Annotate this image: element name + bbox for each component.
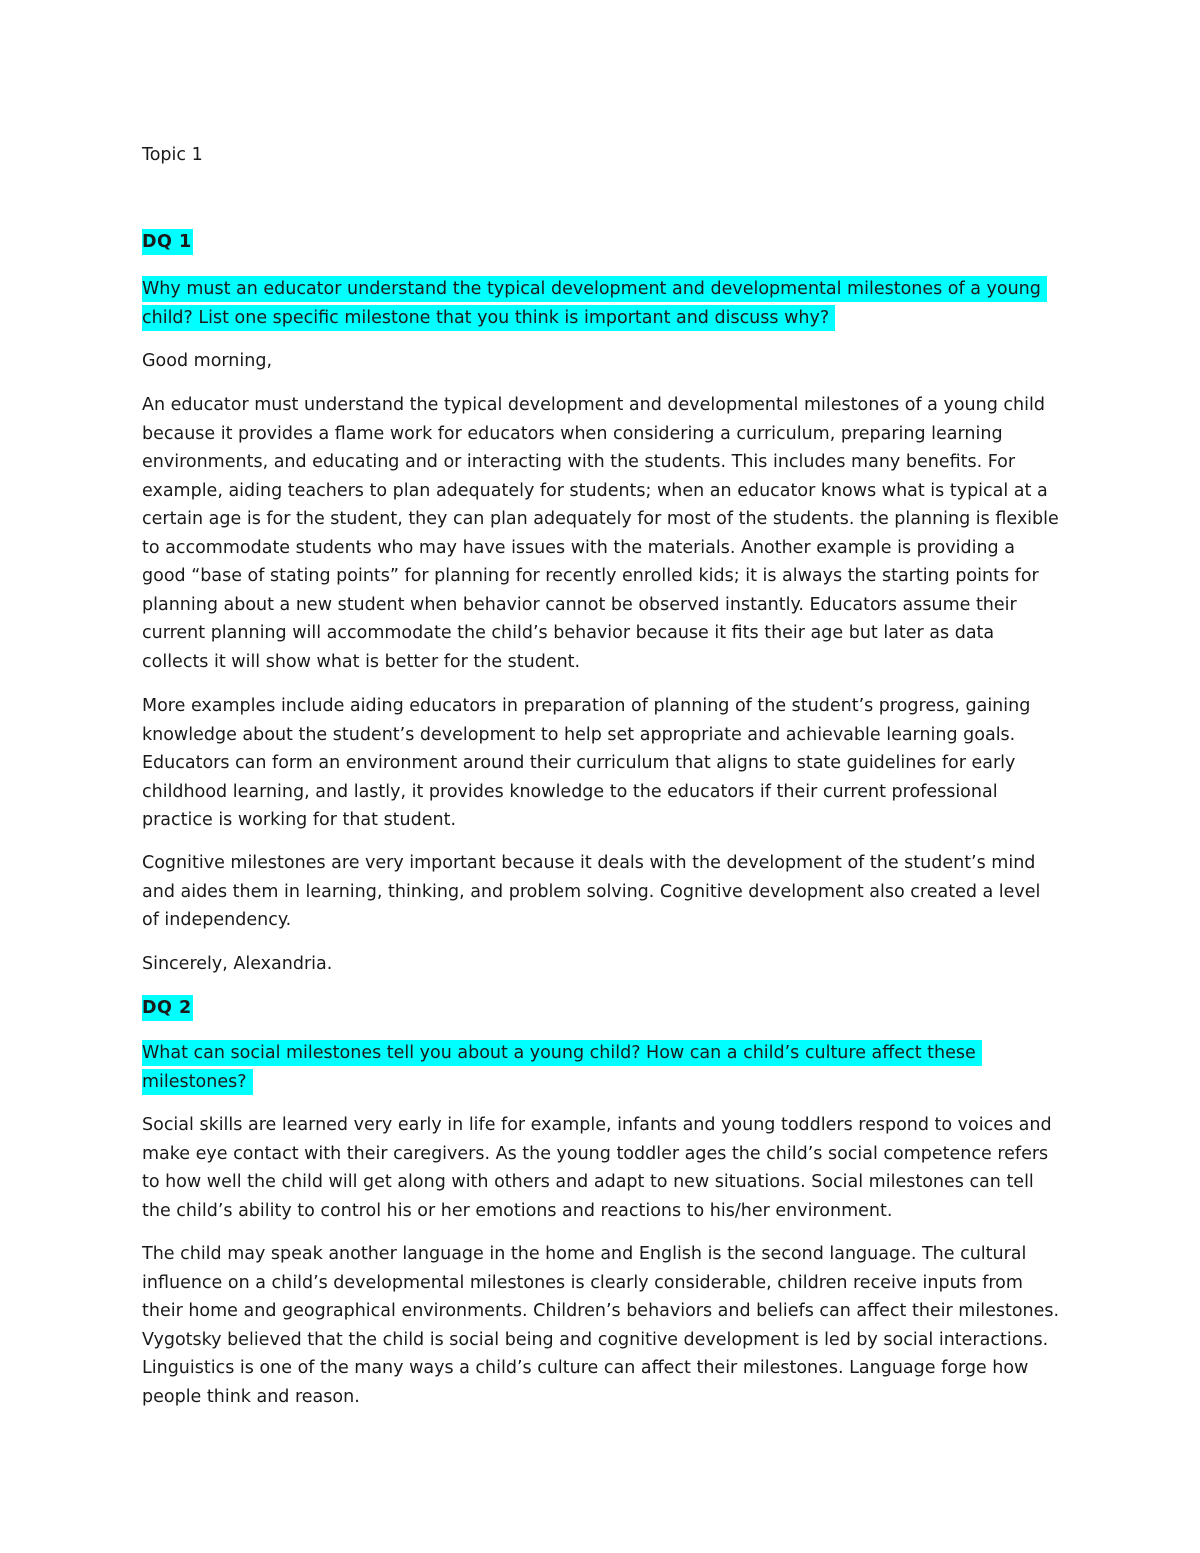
dq2-heading-text: DQ 2	[142, 995, 193, 1021]
dq2-paragraph-2: The child may speak another language in the home and English is the second language. The cultural influence on a child’s developmental milestones is clearly considerable, children receive inputs from their home and geographical environments. Children’s behaviors and beliefs can affect their milestones. Vygotsky believed that the child is social being and cognitive development is led by social interactions. Linguistics is one of the many ways a child’s culture can affect their milestones. Language forge how people think and reason.	[142, 1244, 1060, 1407]
dq1-greeting: Good morning,	[142, 351, 273, 371]
dq2-question	[142, 1039, 1062, 1096]
dq1-question-text: Why must an educator understand the typical development and developmental milestones of a young child? List one specific milestone that you think is important and discuss why?	[142, 276, 1047, 331]
dq1-heading	[142, 228, 1062, 257]
dq1-paragraph-3: Cognitive milestones are very important because it deals with the development of the student’s mind and aides them in learning, thinking, and problem solving. Cognitive development also created a level of independency.	[142, 853, 1041, 930]
dq2-paragraph-1: Social skills are learned very early in life for example, infants and young toddlers respond to voices and make eye contact with their caregivers. As the young toddler ages the child’s social competence refers to how well the child will get along with others and adapt to new situations. Social milestones can tell the child’s ability to control his or her emotions and reactions to his/her environment.	[142, 1115, 1052, 1221]
dq1-question	[142, 275, 1062, 332]
topic-title: Topic 1	[142, 145, 203, 165]
dq1-paragraph-2: More examples include aiding educators in preparation of planning of the student’s progress, gaining knowledge about the student’s development to help set appropriate and achievable learning goals. Educators can form an environment around their curriculum that aligns to state guidelines for early childhood learning, and lastly, it provides knowledge to the educators if their current professional practice is working for that student.	[142, 696, 1031, 830]
dq1-heading-text: DQ 1	[142, 229, 193, 255]
dq1-paragraph-1: An educator must understand the typical development and developmental milestones of a young child because it provides a flame work for educators when considering a curriculum, preparing learning environments, and educating and or interacting with the students. This includes many benefits. For example, aiding teachers to plan adequately for students; when an educator knows what is typical at a certain age is for the student, they can plan adequately for most of the students. the planning is flexible to accommodate students who may have issues with the materials. Another example is providing a good “base of stating points” for planning for recently enrolled kids; it is always the starting points for planning about a new student when behavior cannot be observed instantly. Educators assume their current planning will accommodate the child’s behavior because it fits their age but later as data collects it will show what is better for the student.	[142, 395, 1059, 672]
dq2-question-text: What can social milestones tell you about a young child? How can a child’s culture affect these milestones?	[142, 1040, 982, 1095]
dq1-closing: Sincerely, Alexandria.	[142, 954, 333, 974]
dq2-heading	[142, 994, 1062, 1023]
